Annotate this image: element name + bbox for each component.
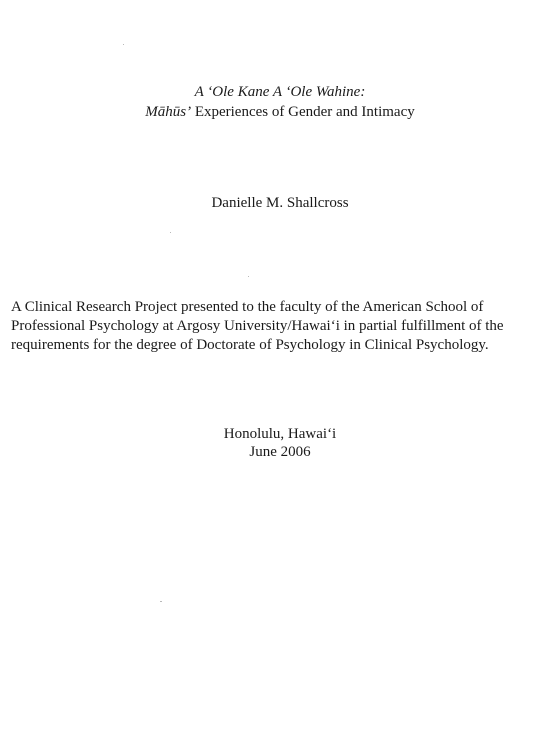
document-title (0, 82, 560, 122)
submission-statement (11, 298, 559, 355)
date: June 2006 (249, 444, 311, 460)
statement-line: requirements for the degree of Doctorate of Psychology in Clinical Psychology. (11, 337, 489, 353)
scan-speck (160, 601, 162, 602)
title-line-2-rest: Experiences of Gender and Intimacy (191, 104, 415, 120)
title-line-1: A ‘Ole Kane A ‘Ole Wahine: (194, 84, 366, 100)
scan-speck (248, 276, 249, 277)
scan-speck (170, 232, 171, 233)
scan-speck (123, 44, 124, 45)
statement-line: Professional Psychology at Argosy University/Hawai‘i in partial fulfillment of the (11, 318, 504, 334)
author-name: Danielle M. Shallcross (211, 195, 349, 211)
title-italic-word: Māhūs’ (145, 104, 192, 120)
statement-line: A Clinical Research Project presented to the faculty of the American School of (11, 299, 484, 315)
place: Honolulu, Hawai‘i (223, 426, 337, 442)
title-line-2 (0, 102, 560, 122)
place-and-date (0, 425, 560, 461)
